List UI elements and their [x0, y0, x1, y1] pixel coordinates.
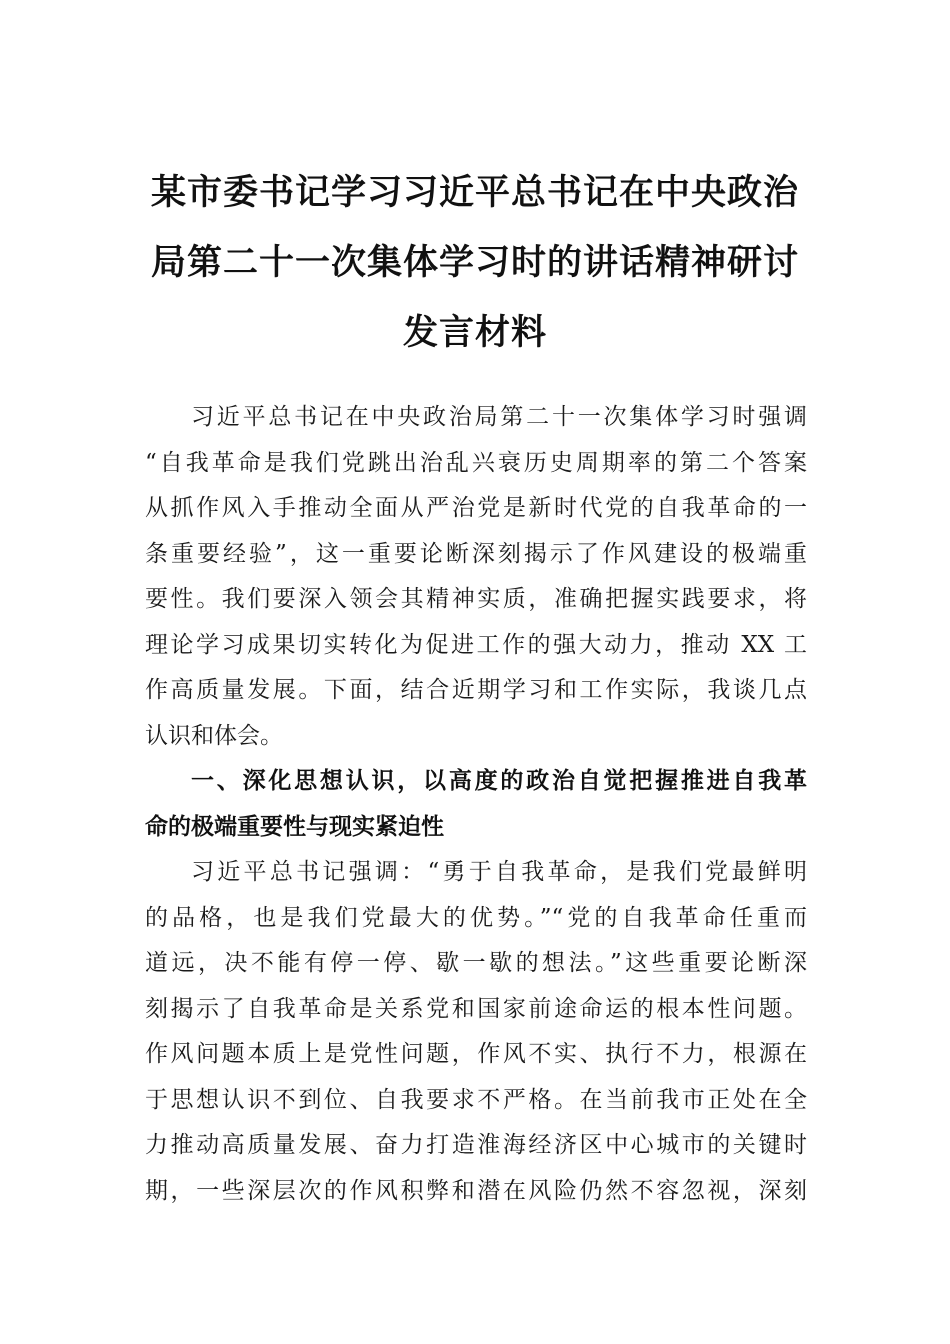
- text-line: 刻揭示了自我革命是关系党和国家前途命运的根本性问题。: [145, 995, 807, 1022]
- section-1-paragraph: [145, 850, 807, 1214]
- text-line: 习近平总书记强调：“勇于自我革命，是我们党最鲜明: [191, 859, 807, 885]
- text-line: 作风问题本质上是党性问题，作风不实、执行不力，根源在: [145, 1041, 807, 1067]
- section-heading-1: [145, 759, 807, 850]
- text-line: 理论学习成果切实转化为促进工作的强大动力，推动 XX 工: [145, 631, 807, 658]
- text-line: 条重要经验”，这一重要论断深刻揭示了作风建设的极端重: [145, 540, 807, 567]
- title-line-2: 局第二十一次集体学习时的讲话精神研讨: [150, 242, 799, 283]
- text-line: 的品格，也是我们党最大的优势。”“党的自我革命任重而: [145, 904, 807, 931]
- text-line: 要性。我们要深入领会其精神实质，准确把握实践要求，将: [145, 586, 807, 612]
- document-title: [120, 158, 830, 368]
- text-line: 从抓作风入手推动全面从严治党是新时代党的自我革命的一: [145, 495, 807, 521]
- document-body: [145, 395, 807, 1214]
- text-line: 期，一些深层次的作风积弊和潜在风险仍然不容忽视，深刻: [145, 1177, 807, 1204]
- text-line: 于思想认识不到位、自我要求不严格。在当前我市正处在全: [145, 1086, 807, 1113]
- title-line-1: 某市委书记学习习近平总书记在中央政治: [150, 172, 799, 213]
- title-line-3: 发言材料: [402, 312, 547, 353]
- text-line: 作高质量发展。下面，结合近期学习和工作实际，我谈几点: [145, 677, 807, 703]
- intro-paragraph: [145, 395, 807, 759]
- text-line: 力推动高质量发展、奋力打造淮海经济区中心城市的关键时: [145, 1132, 807, 1158]
- heading-line: 命的极端重要性与现实紧迫性: [145, 813, 444, 840]
- text-line: 习近平总书记在中央政治局第二十一次集体学习时强调: [191, 404, 807, 430]
- text-line: 认识和体会。: [145, 722, 283, 749]
- heading-line: 一、深化思想认识，以高度的政治自觉把握推进自我革: [191, 768, 807, 794]
- text-line: “自我革命是我们党跳出治乱兴衰历史周期率的第二个答案: [145, 449, 807, 476]
- text-line: 道远，决不能有停一停、歇一歇的想法。”这些重要论断深: [145, 950, 807, 976]
